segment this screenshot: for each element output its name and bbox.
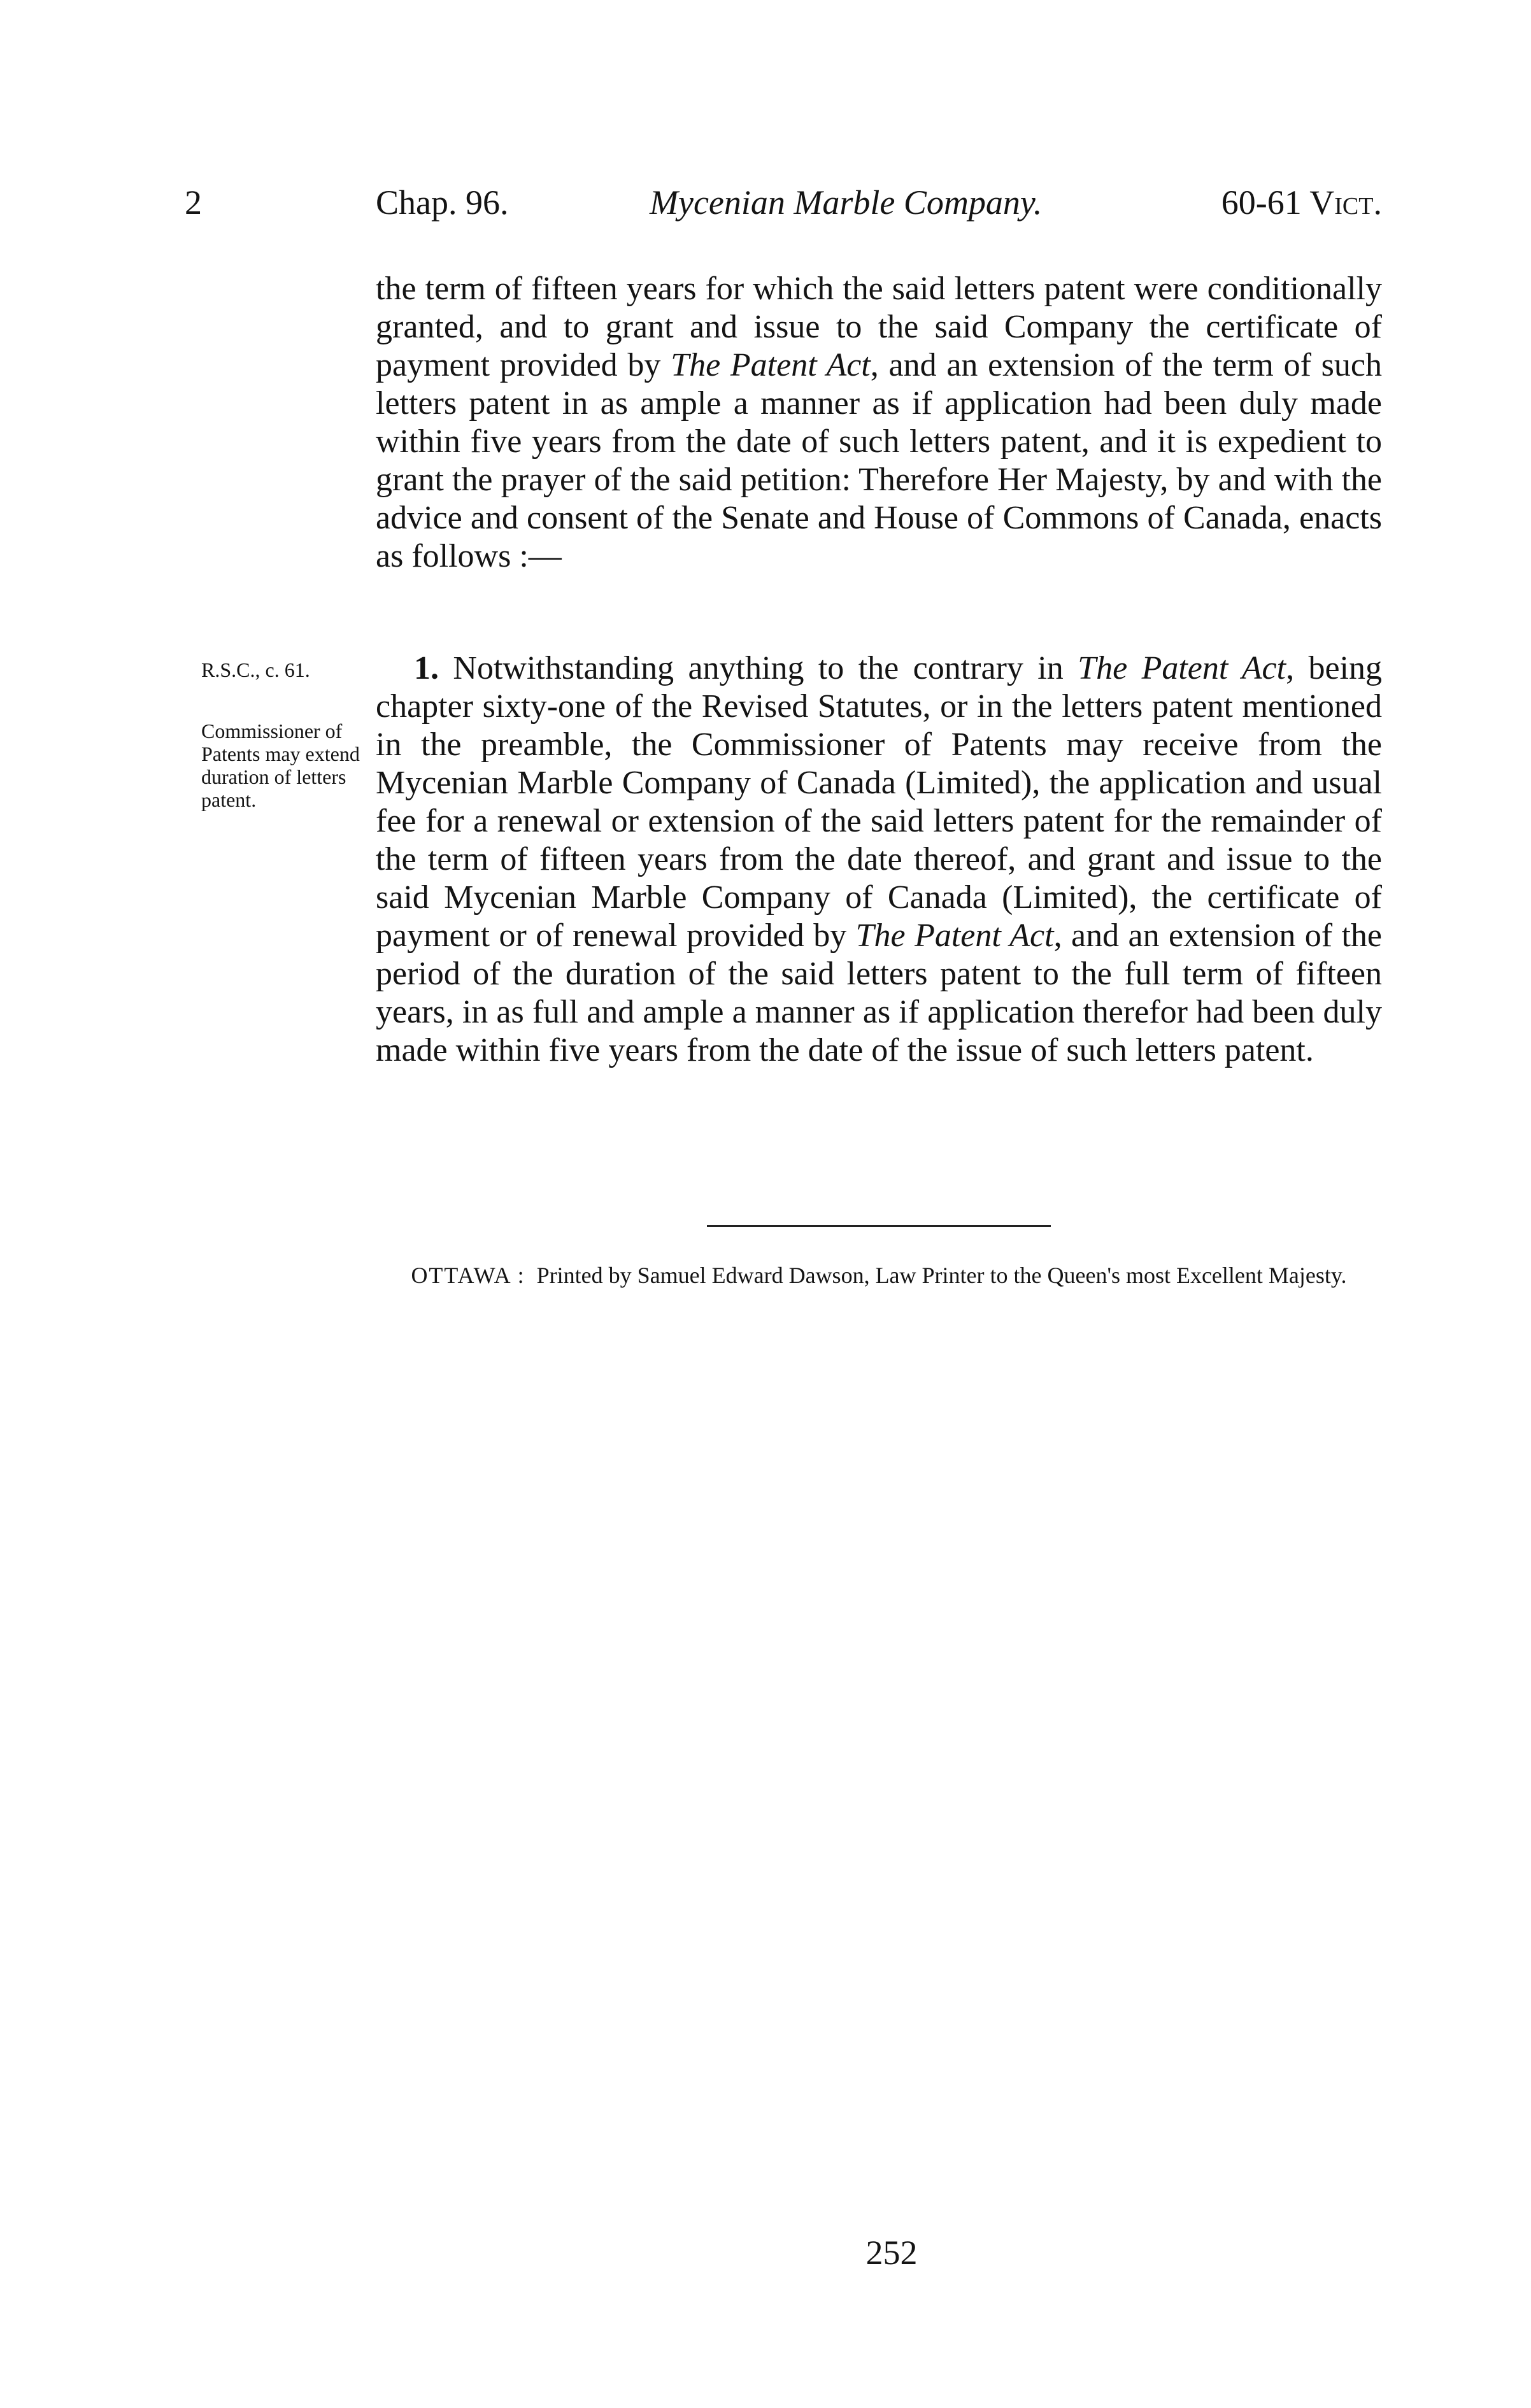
section-number: 1. [414, 650, 439, 686]
section-text-3: , and an extension of the period of the duration of the said letters patent to the full term of fifteen years, in as full and ample a manner as if application therefor had been duly made within five years from the date of the issue of such letters patent. [376, 917, 1383, 1068]
footer-page-number: 252 [865, 2234, 918, 2272]
section-1-paragraph [376, 649, 1382, 1070]
act-title: Mycenian Marble Company. [650, 183, 1043, 222]
marginal-note: Commissioner of Patents may extend duration of letters patent. [201, 719, 360, 811]
act-reference: The Patent Act [855, 917, 1054, 954]
preamble-text-1: the term of fifteen years for which the said letters patent were conditionally granted, and to grant and issue to the said Company the certificate of payment provided by [376, 271, 1382, 383]
printer-imprint [376, 1262, 1382, 1289]
act-reference: The Patent Act [671, 347, 871, 383]
imprint-text: Printed by Samuel Edward Dawson, Law Printer to the Queen's most Excellent Majesty. [536, 1263, 1347, 1288]
act-reference: The Patent Act [1078, 650, 1286, 686]
chapter-label: Chap. 96. [376, 183, 509, 222]
page-number: 2 [185, 183, 202, 222]
regnal-year-prefix: 60-61 V [1221, 183, 1335, 222]
preamble-paragraph [376, 270, 1382, 576]
preamble-text-2: , and an extension of the term of such letters patent in as ample a manner as if application had been duly made within five years from the date of such letters patent, and it is expedient to grant the prayer of the said petition: Therefore Her Majesty, by and with the advice and consent of the Senate and House of Commons of Canada, enacts as follows :— [376, 347, 1383, 574]
section-text-2: , being chapter sixty-one of the Revised Statutes, or in the letters patent mentioned in the preamble, the Commissioner of Patents may receive from the Mycenian Marble Company of Canada (Limited), the application and usual fee for a renewal or extension of the said letters patent for the remainder of the term of fifteen years from the date thereof, and grant and issue to the said Mycenian Marble Company of Canada (Limited), the certificate of payment or of renewal provided by [376, 650, 1382, 954]
imprint-place: OTTAWA : [411, 1263, 525, 1288]
running-head [376, 182, 1382, 223]
regnal-year-smallcaps: ict [1334, 183, 1374, 222]
regnal-year [1221, 182, 1382, 223]
section-text-1: Notwithstanding anything to the contrary in [439, 650, 1078, 686]
regnal-year-suffix: . [1373, 183, 1382, 222]
marginal-reference: R.S.C., c. 61. [201, 658, 310, 681]
divider-rule [707, 1225, 1051, 1227]
